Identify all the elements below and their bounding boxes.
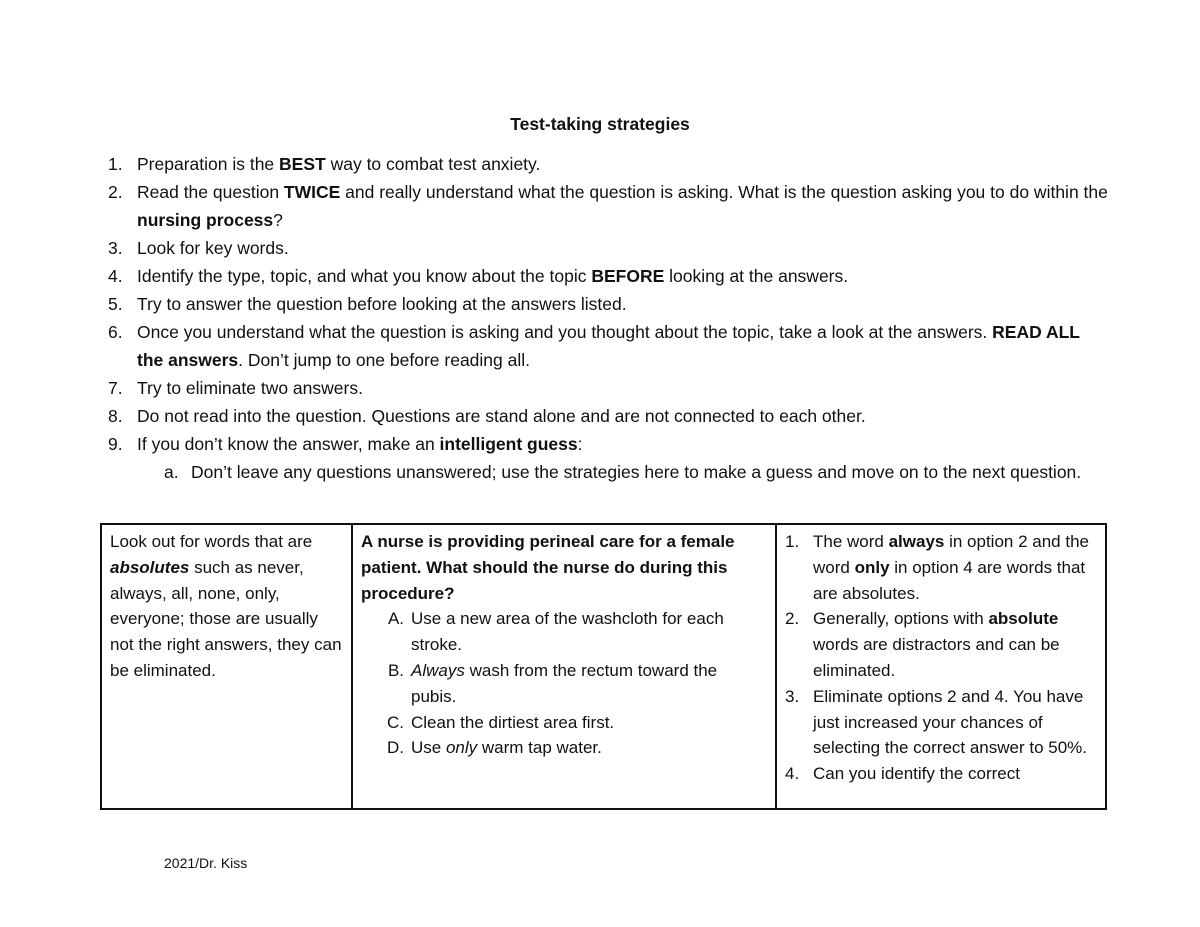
example-table	[100, 523, 1107, 810]
list-item	[108, 262, 1108, 290]
list-number: 1.	[108, 154, 123, 174]
answer-option	[361, 710, 767, 736]
explanation-text: Can you identify the correct	[813, 764, 1020, 784]
list-item	[108, 374, 1108, 402]
list-item	[108, 430, 1108, 458]
explanation-number: 4.	[785, 764, 800, 784]
list-number: 3.	[108, 238, 123, 258]
explanation-item	[785, 761, 1097, 787]
list-item	[108, 150, 1108, 178]
list-text: Try to eliminate two answers.	[137, 378, 363, 398]
answer-option	[361, 658, 767, 710]
list-item	[108, 234, 1108, 262]
list-text: Identify the type, topic, and what you know about the topic BEFORE looking at the answers.	[137, 266, 849, 286]
list-number: 2.	[108, 182, 123, 202]
list-item	[108, 402, 1108, 430]
explanation-item	[785, 684, 1097, 761]
list-item	[108, 290, 1108, 318]
page-title: Test-taking strategies	[510, 114, 690, 134]
option-text: Clean the dirtiest area first.	[411, 712, 615, 732]
page-footer: 2021/Dr. Kiss	[164, 855, 248, 871]
list-number: 6.	[108, 322, 123, 342]
question-text: A nurse is providing perineal care for a female patient. What should the nurse do during this procedure?	[361, 532, 735, 603]
strategies-list	[108, 150, 1108, 486]
sub-list-item	[108, 458, 1108, 486]
explanation-text: Generally, options with absolute words are distractors and can be eliminated.	[813, 609, 1060, 680]
explanation-item	[785, 606, 1097, 683]
explanation-text: The word always in option 2 and the word only in option 4 are words that are absolutes.	[813, 532, 1089, 603]
option-text: Always wash from the rectum toward the pubis.	[411, 660, 718, 706]
option-text: Use a new area of the washcloth for each stroke.	[411, 609, 724, 655]
option-letter: B.	[387, 660, 404, 680]
question-cell	[352, 524, 776, 809]
list-text: Look for key words.	[137, 238, 289, 258]
option-letter: C.	[387, 712, 404, 732]
option-text: Use only warm tap water.	[411, 738, 602, 758]
list-text: Preparation is the BEST way to combat test anxiety.	[137, 154, 541, 174]
answer-option	[361, 735, 767, 761]
explanation-number: 3.	[785, 686, 800, 706]
explanation-number: 2.	[785, 609, 800, 629]
list-text: Read the question TWICE and really understand what the question is asking. What is the question asking you to do within the nursing process?	[137, 182, 1108, 230]
list-number: 5.	[108, 294, 123, 314]
sub-list-text: Don’t leave any questions unanswered; use the strategies here to make a guess and move on to the next question.	[191, 462, 1082, 482]
list-item	[108, 318, 1108, 374]
list-item	[108, 178, 1108, 234]
sub-list-letter: a.	[164, 462, 179, 482]
explanation-cell	[776, 524, 1106, 809]
option-letter: A.	[387, 609, 404, 629]
answer-option	[361, 606, 767, 658]
explanation-text: Eliminate options 2 and 4. You have just increased your chances of selecting the correct answer to 50%.	[813, 686, 1088, 758]
tip-cell: Look out for words that are absolutes such as never, always, all, none, only, everyone; those are usually not the right answers, they can be eliminated.	[101, 524, 352, 809]
list-text: Once you understand what the question is asking and you thought about the topic, take a look at the answers. READ ALL the answers. Don’t jump to one before reading all.	[137, 322, 1080, 370]
explanation-number: 1.	[785, 532, 800, 551]
explanation-item	[785, 529, 1097, 606]
list-number: 8.	[108, 406, 123, 426]
list-number: 4.	[108, 266, 123, 286]
list-text: Do not read into the question. Questions are stand alone and are not connected to each other.	[137, 406, 866, 426]
option-letter: D.	[387, 738, 404, 758]
list-number: 9.	[108, 434, 123, 454]
list-text: Try to answer the question before looking at the answers listed.	[137, 294, 627, 314]
list-text: If you don’t know the answer, make an intelligent guess:	[137, 434, 583, 454]
list-number: 7.	[108, 378, 123, 398]
